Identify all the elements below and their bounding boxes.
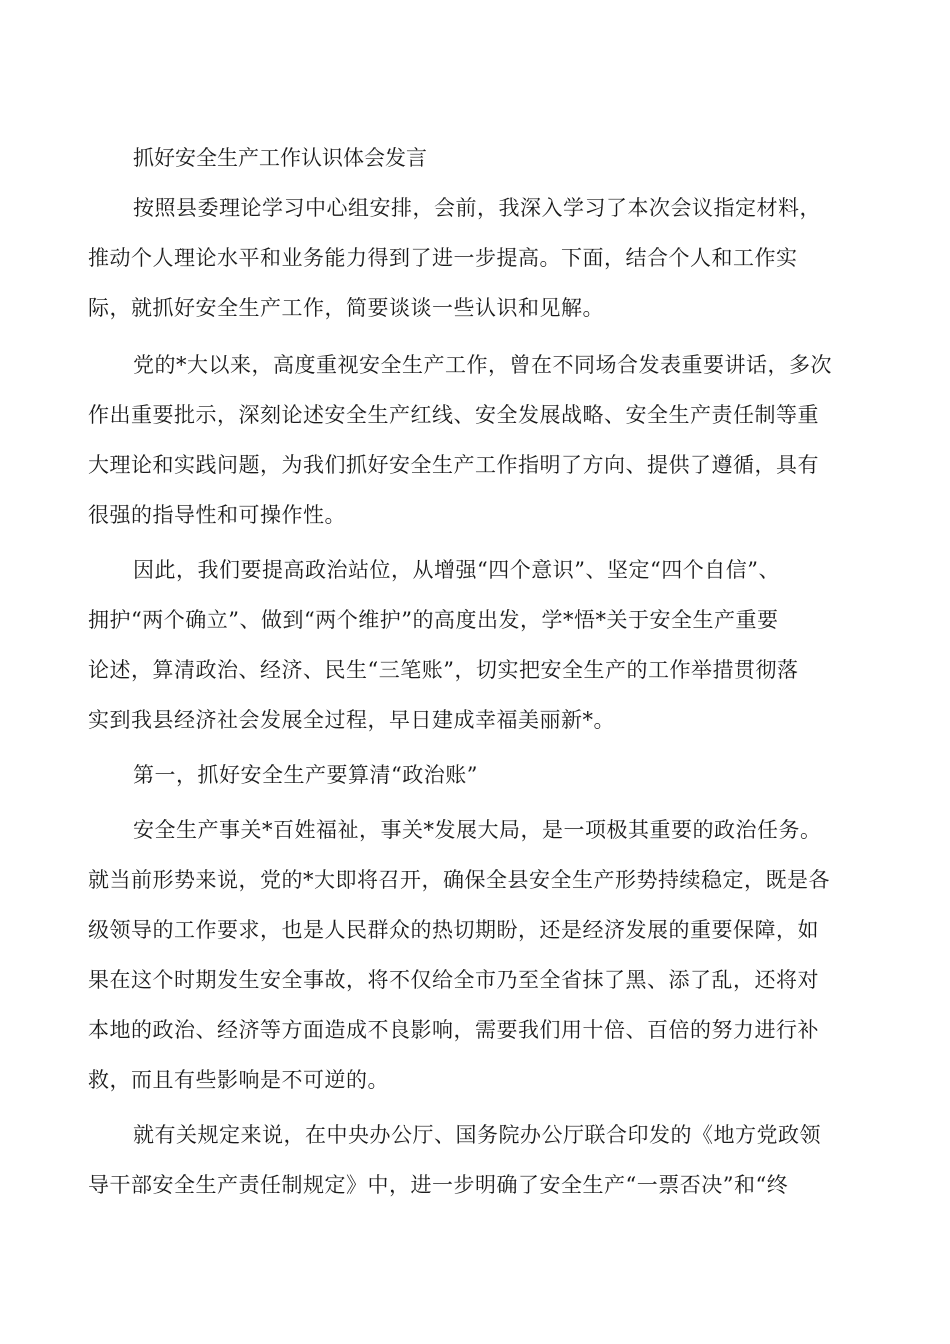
paragraph-3-line-2: 拥护“两个确立”、做到“两个维护”的高度出发，学*悟*关于安全生产重要: [88, 608, 779, 632]
paragraph-2-line-2: 作出重要批示，深刻论述安全生产红线、安全发展战略、安全生产责任制等重: [88, 403, 819, 427]
paragraph-4-line-2: 就当前形势来说，党的*大即将召开，确保全县安全生产形势持续稳定，既是各: [88, 868, 830, 892]
paragraph-5-line-2: 导干部安全生产责任制规定》中，进一步明确了安全生产“一票否决”和“终: [88, 1173, 789, 1197]
paragraph-2-line-3: 大理论和实践问题，为我们抓好安全生产工作指明了方向、提供了遵循，具有: [88, 453, 819, 477]
paragraph-2-line-1: 党的*大以来，高度重视安全生产工作，曾在不同场合发表重要讲话，多次: [133, 353, 832, 377]
paragraph-4-line-1: 安全生产事关*百姓福祉，事关*发展大局，是一项极其重要的政治任务。: [133, 818, 822, 842]
paragraph-3-line-3: 论述，算清政治、经济、民生“三笔账”，切实把安全生产的工作举措贯彻落: [88, 658, 799, 682]
paragraph-3-line-4: 实到我县经济社会发展全过程，早日建成幸福美丽新*。: [88, 708, 615, 732]
document-title: 抓好安全生产工作认识体会发言: [133, 146, 427, 170]
section-heading-political-account: 第一，抓好安全生产要算清“政治账”: [133, 763, 478, 787]
paragraph-4-line-6: 救，而且有些影响是不可逆的。: [88, 1068, 389, 1092]
paragraph-4-line-4: 果在这个时期发生安全事故，将不仅给全市乃至全省抹了黑、添了乱，还将对: [88, 968, 819, 992]
paragraph-3-line-1: 因此，我们要提高政治站位，从增强“四个意识”、坚定“四个自信”、: [133, 558, 780, 582]
paragraph-1-line-3: 际，就抓好安全生产工作，简要谈谈一些认识和见解。: [88, 296, 604, 320]
paragraph-4-line-5: 本地的政治、经济等方面造成不良影响，需要我们用十倍、百倍的努力进行补: [88, 1018, 819, 1042]
paragraph-2-line-4: 很强的指导性和可操作性。: [88, 503, 346, 527]
paragraph-5-line-1: 就有关规定来说，在中央办公厅、国务院办公厅联合印发的《地方党政领: [133, 1123, 821, 1147]
paragraph-1-line-1: 按照县委理论学习中心组安排，会前，我深入学习了本次会议指定材料，: [133, 196, 821, 220]
paragraph-4-line-3: 级领导的工作要求，也是人民群众的热切期盼，还是经济发展的重要保障，如: [88, 918, 819, 942]
paragraph-1-line-2: 推动个人理论水平和业务能力得到了进一步提高。下面，结合个人和工作实: [88, 246, 798, 270]
